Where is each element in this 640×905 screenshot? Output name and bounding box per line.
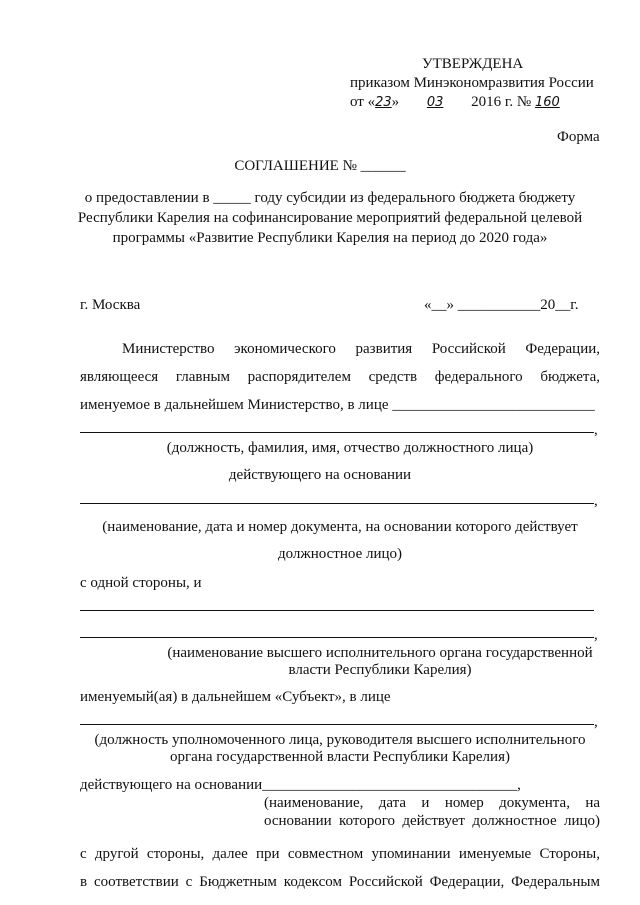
agreement-title: СОГЛАШЕНИЕ № ______	[234, 158, 406, 174]
date-blank: «__» ___________20__г.	[424, 297, 579, 313]
note-organ-line-1: (наименование высшего исполнительного органа государственной	[167, 645, 593, 661]
approval-order: приказом Минэкономразвития России	[350, 75, 594, 91]
blank-line-organ-2	[80, 637, 594, 638]
form-label: Форма	[557, 129, 600, 145]
comma: ,	[594, 714, 598, 730]
note-official-name: (должность, фамилия, имя, отчество должностного лица)	[166, 440, 534, 456]
paragraph-1-line-2: являющееся главным распорядителем средств федерального бюджета,	[80, 369, 600, 385]
paragraph-2-line-2: в соответствии с Бюджетным кодексом Российской Федерации, Федеральным	[80, 874, 600, 890]
date-close: »	[391, 94, 400, 110]
handwritten-number: 160	[534, 95, 560, 110]
comma: ,	[594, 627, 598, 643]
date-prefix: от «	[350, 94, 376, 110]
paragraph-1-line-1: Министерство экономического развития Российской Федерации,	[122, 341, 600, 357]
blank-line-authorized	[80, 724, 594, 725]
comma: ,	[594, 493, 598, 509]
note-document-line-2: должностное лицо)	[277, 546, 403, 562]
note-document2-line-2: основании которого действует должностное лицо)	[264, 813, 600, 829]
one-side-text: с одной стороны, и	[80, 575, 202, 591]
approval-date-line	[350, 93, 587, 111]
agreement-subtitle-line-2: Республики Карелия на софинансирование мероприятий федеральной целевой	[77, 210, 583, 226]
note-authorized-line-1: (должность уполномоченного лица, руководителя высшего исполнительного	[94, 732, 586, 748]
date-year: 2016 г. №	[471, 94, 532, 110]
acting-basis-2: действующего на основании__________________________________,	[80, 777, 521, 793]
acting-basis-label: действующего на основании	[228, 467, 412, 483]
blank-line-basis	[80, 503, 594, 504]
approval-title: УТВЕРЖДЕНА	[422, 56, 524, 72]
paragraph-1-line-3: именуемое в дальнейшем Министерство, в лице ___________________________	[80, 397, 595, 413]
agreement-subtitle-line-1: о предоставлении в _____ году субсидии из федерального бюджета бюджету	[84, 190, 576, 206]
comma: ,	[594, 422, 598, 438]
handwritten-month: 03	[426, 95, 444, 110]
agreement-subtitle-line-3: программы «Развитие Республики Карелия на период до 2020 года»	[112, 230, 548, 246]
note-authorized-line-2: органа государственной власти Республики Карелия)	[170, 749, 510, 765]
place: г. Москва	[80, 297, 141, 313]
subject-text: именуемый(ая) в дальнейшем «Субъект», в лице	[80, 689, 391, 705]
paragraph-2-line-1: с другой стороны, далее при совместном упоминании именуемые Стороны,	[80, 846, 600, 862]
handwritten-month-blank	[399, 93, 471, 111]
blank-line-organ-1	[80, 610, 594, 611]
handwritten-day: 23	[375, 95, 392, 110]
note-organ-line-2: власти Республики Карелия)	[288, 662, 472, 678]
blank-line-official	[80, 432, 594, 433]
note-document2-line-1: (наименование, дата и номер документа, на	[264, 795, 600, 811]
handwritten-number-blank	[535, 93, 587, 111]
note-document-line-1: (наименование, дата и номер документа, на основании которого действует	[102, 519, 578, 535]
